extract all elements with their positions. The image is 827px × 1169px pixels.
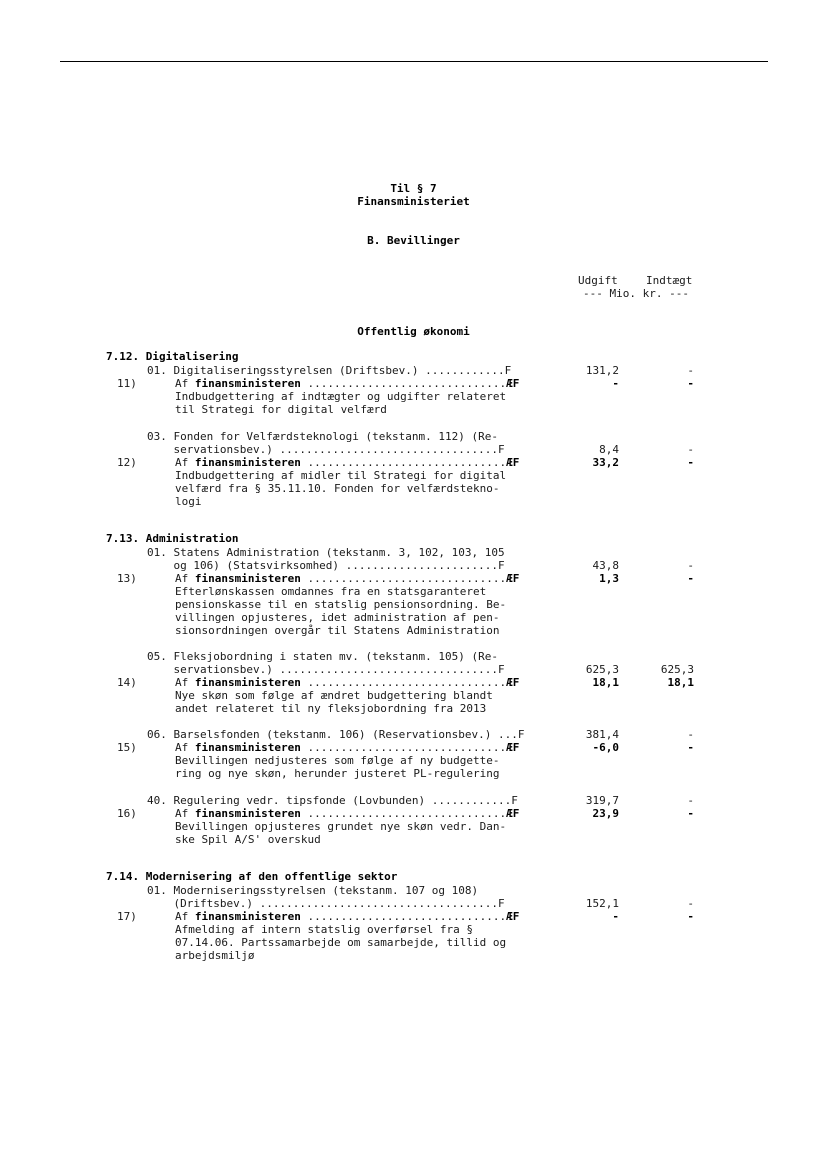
amendment-code: ÆF: [506, 456, 520, 469]
item-expense: 152,1: [585, 897, 619, 910]
minister-name: finansministeren: [194, 456, 301, 469]
af-prefix: Af: [175, 807, 195, 820]
note-text-line: Indbudgettering af indtægter og udgifter relateret: [175, 390, 507, 403]
af-prefix: Af: [175, 456, 195, 469]
item-income: -: [687, 443, 694, 456]
change-expense: 1,3: [599, 572, 619, 585]
leader-dots: ..............................: [300, 572, 507, 585]
section-title: B. Bevillinger: [367, 234, 460, 247]
item-income: -: [687, 728, 694, 741]
item-income: 625,3: [660, 663, 694, 676]
col-header-expense: Udgift: [578, 274, 618, 287]
item-title-line: og 106) (Statsvirksomhed) .......................F: [147, 559, 505, 572]
af-line: [175, 572, 519, 585]
item-income: -: [687, 364, 694, 377]
section-heading: 7.13. Administration: [106, 532, 239, 545]
note-text-line: Bevillingen nedjusteres som følge af ny budgette-: [175, 754, 500, 767]
change-expense: -: [612, 377, 619, 390]
minister-name: finansministeren: [194, 377, 301, 390]
af-prefix: Af: [175, 572, 195, 585]
leader-dots: ..............................: [300, 377, 507, 390]
note-number: 13): [117, 572, 137, 585]
note-text-line: 07.14.06. Partssamarbejde om samarbejde, tillid og: [175, 936, 507, 949]
af-prefix: Af: [175, 741, 195, 754]
item-income: -: [687, 794, 694, 807]
change-income: -: [687, 456, 694, 469]
note-number: 16): [117, 807, 137, 820]
note-text-line: arbejdsmiljø: [175, 949, 255, 962]
note-text-line: Nye skøn som følge af ændret budgettering blandt: [175, 689, 493, 702]
note-text-line: Indbudgettering af midler til Strategi for digital: [175, 469, 507, 482]
amendment-code: ÆF: [506, 572, 520, 585]
amendment-code: ÆF: [506, 377, 520, 390]
col-header-income: Indtægt: [646, 274, 693, 287]
item-expense: 381,4: [585, 728, 619, 741]
item-title-line: 01. Statens Administration (tekstanm. 3, 102, 103, 105: [147, 546, 505, 559]
top-rule: [60, 61, 768, 62]
amendment-code: ÆF: [506, 676, 520, 689]
leader-dots: ..............................: [300, 807, 507, 820]
item-title-line: 03. Fonden for Velfærdsteknologi (tekstanm. 112) (Re-: [147, 430, 498, 443]
af-line: [175, 807, 519, 820]
change-income: -: [687, 572, 694, 585]
af-prefix: Af: [175, 377, 195, 390]
item-title-line: 01. Moderniseringsstyrelsen (tekstanm. 107 og 108): [147, 884, 479, 897]
change-income: -: [687, 377, 694, 390]
item-expense: 625,3: [585, 663, 619, 676]
item-title-line: servationsbev.) .................................F: [147, 663, 505, 676]
change-expense: -: [612, 910, 619, 923]
note-text-line: ske Spil A/S' overskud: [175, 833, 321, 846]
af-line: [175, 676, 519, 689]
note-text-line: ring og nye skøn, herunder justeret PL-regulering: [175, 767, 500, 780]
item-income: -: [687, 897, 694, 910]
note-text-line: pensionskasse til en statslig pensionsordning. Be-: [175, 598, 507, 611]
note-text-line: sionsordningen overgår til Statens Administration: [175, 624, 500, 637]
section-heading: 7.12. Digitalisering: [106, 350, 239, 363]
section-heading: 7.14. Modernisering af den offentlige sektor: [106, 870, 398, 883]
leader-dots: ..............................: [300, 910, 507, 923]
amendment-code: ÆF: [506, 910, 520, 923]
change-income: -: [687, 910, 694, 923]
item-title-line: (Driftsbev.) ....................................F: [147, 897, 505, 910]
minister-name: finansministeren: [194, 676, 301, 689]
page-title: Til § 7: [390, 182, 437, 195]
change-expense: -6,0: [592, 741, 619, 754]
note-number: 17): [117, 910, 137, 923]
leader-dots: ..............................: [300, 741, 507, 754]
change-expense: 18,1: [592, 676, 619, 689]
note-number: 11): [117, 377, 137, 390]
note-text-line: villingen opjusteres, idet administration af pen-: [175, 611, 500, 624]
item-title-line: 05. Fleksjobordning i staten mv. (tekstanm. 105) (Re-: [147, 650, 498, 663]
change-expense: 23,9: [592, 807, 619, 820]
item-expense: 43,8: [592, 559, 619, 572]
change-expense: 33,2: [592, 456, 619, 469]
item-title-line: 40. Regulering vedr. tipsfonde (Lovbunden) ............F: [147, 794, 518, 807]
item-expense: 8,4: [599, 443, 619, 456]
amendment-code: ÆF: [506, 741, 520, 754]
note-text-line: Efterlønskassen omdannes fra en statsgaranteret: [175, 585, 487, 598]
note-text-line: andet relateret til ny fleksjobordning fra 2013: [175, 702, 487, 715]
leader-dots: ..............................: [300, 456, 507, 469]
af-line: [175, 741, 519, 754]
subtitle: Offentlig økonomi: [357, 325, 470, 338]
item-title-line: servationsbev.) .................................F: [147, 443, 505, 456]
item-title-line: 06. Barselsfonden (tekstanm. 106) (Reservationsbev.) ...F: [147, 728, 525, 741]
note-text-line: velfærd fra § 35.11.10. Fonden for velfærdstekno-: [175, 482, 500, 495]
item-expense: 319,7: [585, 794, 619, 807]
note-text-line: logi: [175, 495, 202, 508]
note-text-line: til Strategi for digital velfærd: [175, 403, 387, 416]
item-title-line: 01. Digitaliseringsstyrelsen (Driftsbev.) ............F: [147, 364, 512, 377]
minister-name: finansministeren: [194, 741, 301, 754]
item-expense: 131,2: [585, 364, 619, 377]
change-income: -: [687, 807, 694, 820]
ministry-title: Finansministeriet: [357, 195, 470, 208]
af-line: [175, 377, 519, 390]
note-text-line: Afmelding af intern statslig overførsel fra §: [175, 923, 474, 936]
col-header-unit: --- Mio. kr. ---: [583, 287, 689, 300]
note-number: 15): [117, 741, 137, 754]
note-number: 12): [117, 456, 137, 469]
minister-name: finansministeren: [194, 807, 301, 820]
change-income: 18,1: [667, 676, 694, 689]
af-line: [175, 910, 519, 923]
af-prefix: Af: [175, 910, 195, 923]
note-text-line: Bevillingen opjusteres grundet nye skøn vedr. Dan-: [175, 820, 507, 833]
minister-name: finansministeren: [194, 572, 301, 585]
change-income: -: [687, 741, 694, 754]
item-income: -: [687, 559, 694, 572]
leader-dots: ..............................: [300, 676, 507, 689]
af-prefix: Af: [175, 676, 195, 689]
amendment-code: ÆF: [506, 807, 520, 820]
note-number: 14): [117, 676, 137, 689]
af-line: [175, 456, 519, 469]
minister-name: finansministeren: [194, 910, 301, 923]
